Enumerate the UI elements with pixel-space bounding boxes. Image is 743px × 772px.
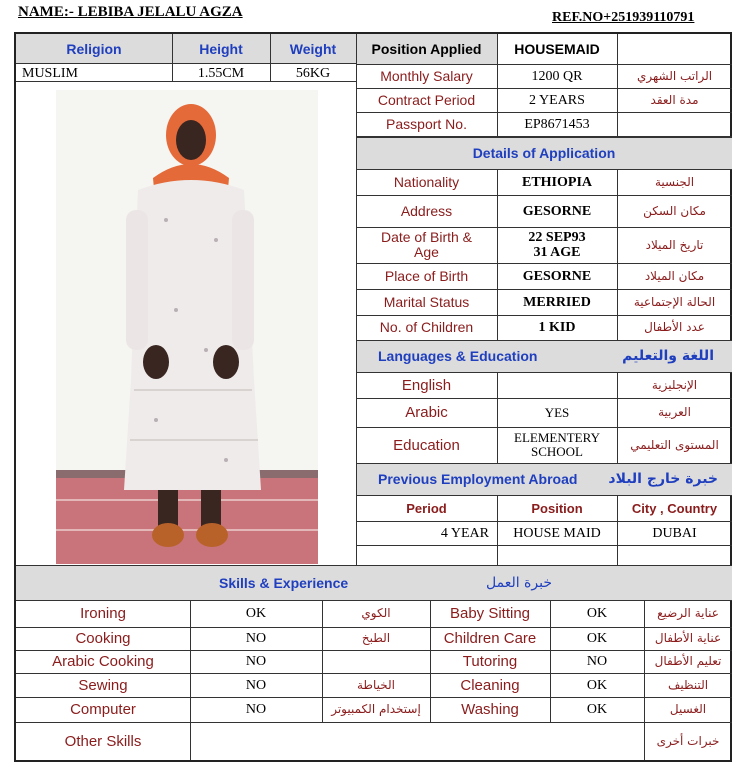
details-label-ar: تاريخ الميلاد xyxy=(645,237,704,252)
skill-label: Sewing xyxy=(78,676,128,694)
language-value: YES xyxy=(544,404,570,420)
skill-value: NO xyxy=(245,631,267,646)
details-value: ETHIOPIA xyxy=(521,174,592,190)
skill-value: OK xyxy=(586,702,608,717)
employment-col-country: City , Country xyxy=(631,500,718,516)
position-applied-value: HOUSEMAID xyxy=(514,40,600,57)
details-title: Details of Application xyxy=(356,137,732,169)
skill-label-ar: الغسيل xyxy=(669,702,707,716)
skill-value: OK xyxy=(245,606,267,621)
other-skills-value xyxy=(190,722,644,760)
details-value: 22 SEP93 xyxy=(528,230,586,245)
skill-label: Cooking xyxy=(75,630,131,647)
skill-label-ar: إستخدام الكمبيوتر xyxy=(331,702,421,716)
contract-value: 1200 QR xyxy=(531,68,583,84)
skills-title-ar: خبرة العمل xyxy=(486,574,552,591)
details-value: MERRIED xyxy=(523,294,591,310)
position-applied-label: Position Applied xyxy=(356,34,497,64)
details-value: GESORNE xyxy=(522,268,592,284)
skill-label: Tutoring xyxy=(462,653,518,670)
skill-value: OK xyxy=(586,677,608,693)
details-label: Place of Birth xyxy=(384,267,469,284)
skill-label-ar: الكوي xyxy=(361,606,391,620)
skill-value: NO xyxy=(586,654,608,669)
other-skills-label: Other Skills xyxy=(64,732,142,750)
details-label-ar: الحالة الإجتماعية xyxy=(633,294,716,309)
employment-col-position: Position xyxy=(531,500,583,516)
skill-label: Arabic Cooking xyxy=(52,653,154,670)
skill-label: Washing xyxy=(461,701,519,718)
skill-label-ar xyxy=(322,650,430,673)
skill-label-ar: تعليم الأطفال xyxy=(654,654,722,668)
language-label: Arabic xyxy=(405,404,448,421)
language-label-ar: المستوى التعليمي xyxy=(630,437,719,452)
skill-label-ar: عناية الأطفال xyxy=(654,631,722,645)
language-label-ar: الإنجليزية xyxy=(651,377,698,392)
contract-label-ar: مدة العقد xyxy=(650,92,699,107)
skill-label-ar: التنظيف xyxy=(667,677,709,692)
skill-value: OK xyxy=(586,606,608,621)
language-label: Education xyxy=(393,436,460,454)
skills-header xyxy=(16,566,732,600)
contract-label: Contract Period xyxy=(377,91,476,108)
skill-label: Computer xyxy=(70,701,136,718)
skill-value: NO xyxy=(245,654,267,669)
language-label: English xyxy=(401,376,452,394)
skill-label: Cleaning xyxy=(460,676,520,694)
details-value-age: 31 AGE xyxy=(533,245,581,260)
details-value: GESORNE xyxy=(522,203,592,219)
contract-label: Monthly Salary xyxy=(380,67,473,84)
details-label: Marital Status xyxy=(383,293,470,310)
contract-label-ar xyxy=(617,112,732,136)
candidate-photo xyxy=(56,90,318,564)
contract-label: Passport No. xyxy=(386,115,467,132)
skill-value: NO xyxy=(245,677,267,693)
details-label: Date of Birth & Age xyxy=(380,229,473,260)
details-value: 1 KID xyxy=(538,320,576,335)
details-label: Address xyxy=(400,202,453,219)
employment-header xyxy=(356,463,732,495)
language-value: ELEMENTERY SCHOOL xyxy=(514,430,600,459)
language-label-ar: العربية xyxy=(658,405,691,419)
reference-number: REF.NO+251939110791 xyxy=(552,10,695,25)
skill-label: Children Care xyxy=(443,630,537,647)
weight-value: 56KG xyxy=(295,65,331,81)
religion-header: Religion xyxy=(16,34,172,64)
skill-label-ar: عناية الرضيع xyxy=(657,606,719,620)
details-label: No. of Children xyxy=(379,319,474,335)
skill-value: NO xyxy=(245,702,267,717)
weight-header: Weight xyxy=(270,34,356,64)
language-value xyxy=(497,372,617,398)
employment-period: 4 YEAR xyxy=(440,525,489,541)
skill-value: OK xyxy=(586,631,608,646)
other-skills-label-ar: خبرات أخرى xyxy=(656,733,720,748)
skill-label-ar: الطبخ xyxy=(361,631,391,645)
contract-value: EP8671453 xyxy=(524,116,590,132)
religion-value: MUSLIM xyxy=(22,65,79,81)
employment-title-ar: خبرة خارج البلاد xyxy=(608,470,718,487)
employment-col-period: Period xyxy=(406,500,447,516)
skill-label-ar: الخياطة xyxy=(357,677,395,692)
languages-header xyxy=(356,340,732,372)
height-header: Height xyxy=(172,34,270,64)
skills-title: Skills & Experience xyxy=(219,574,349,591)
details-label-ar: مكان السكن xyxy=(643,203,706,218)
details-label-ar: مكان الميلاد xyxy=(644,268,705,283)
details-value-group xyxy=(497,227,617,263)
languages-title-ar: اللغة والتعليم xyxy=(622,347,714,364)
employment-title: Previous Employment Abroad xyxy=(378,470,578,487)
details-label-ar: عدد الأطفال xyxy=(644,320,705,334)
details-label-ar: الجنسية xyxy=(654,174,695,189)
height-value: 1.55CM xyxy=(197,65,245,81)
languages-title: Languages & Education xyxy=(378,347,538,364)
contract-label-ar: الراتب الشهري xyxy=(636,68,713,83)
employment-position: HOUSE MAID xyxy=(513,525,601,541)
employment-country: DUBAI xyxy=(652,525,697,541)
contract-value: 2 YEARS xyxy=(529,92,585,108)
skill-label: Ironing xyxy=(80,605,126,622)
skill-label: Baby Sitting xyxy=(449,605,531,622)
candidate-name: NAME:- LEBIBA JELALU AGZA xyxy=(18,4,243,20)
details-label: Nationality xyxy=(393,173,460,190)
